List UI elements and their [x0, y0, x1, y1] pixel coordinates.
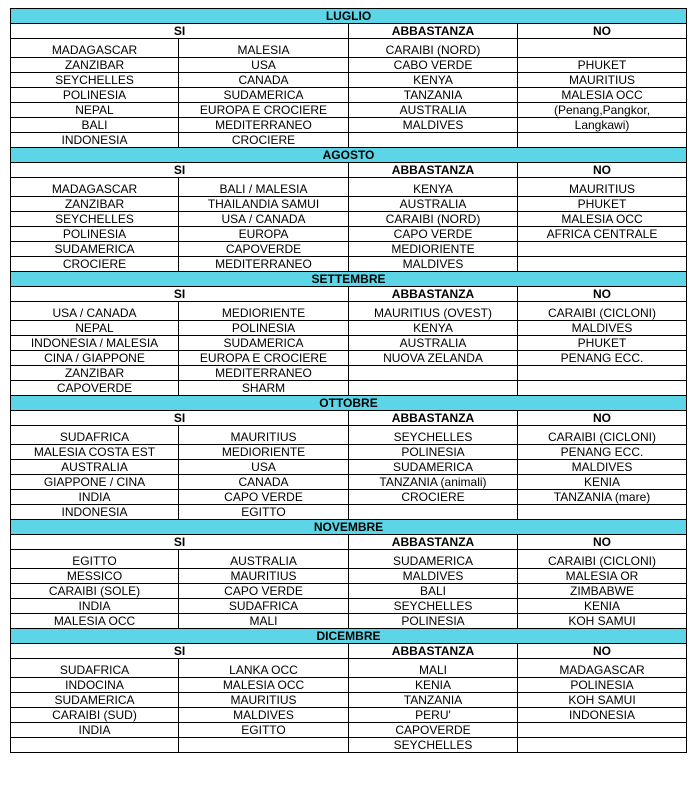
destination-cell: USA	[179, 460, 349, 475]
destination-cell: SUDAMERICA	[349, 460, 518, 475]
table-row	[11, 133, 687, 148]
destination-cell	[518, 738, 687, 753]
destination-cell: POLINESIA	[349, 445, 518, 460]
destination-cell: CARAIBI (SOLE)	[11, 584, 179, 599]
destination-cell	[349, 505, 518, 520]
destination-cell: MAURITIUS	[518, 178, 687, 197]
destination-cell: TANZANIA	[349, 88, 518, 103]
destination-cell	[349, 381, 518, 396]
month-title-row	[11, 148, 687, 163]
destination-cell: AUSTRALIA	[11, 460, 179, 475]
destination-cell: MALDIVES	[518, 321, 687, 336]
header-abbastanza: ABBASTANZA	[349, 287, 518, 302]
destination-cell: SUDAMERICA	[179, 336, 349, 351]
destination-cell: MAURITIUS	[179, 693, 349, 708]
header-si: SI	[11, 163, 349, 178]
destination-cell: Langkawi)	[518, 118, 687, 133]
destination-cell	[518, 366, 687, 381]
destination-cell: INDIA	[11, 490, 179, 505]
destination-cell: USA / CANADA	[11, 302, 179, 321]
destination-cell: TANZANIA (mare)	[518, 490, 687, 505]
header-no: NO	[518, 163, 687, 178]
month-title: NOVEMBRE	[11, 520, 687, 535]
destination-cell: INDONESIA	[11, 505, 179, 520]
month-title: DICEMBRE	[11, 629, 687, 644]
destination-cell: CARAIBI (CICLONI)	[518, 550, 687, 569]
month-title-row	[11, 9, 687, 24]
destination-cell: NEPAL	[11, 321, 179, 336]
destination-cell: CROCIERE	[11, 257, 179, 272]
destination-cell: MALESIA OCC	[518, 212, 687, 227]
table-row	[11, 103, 687, 118]
destination-cell: MEDITERRANEO	[179, 118, 349, 133]
month-title-row	[11, 629, 687, 644]
destination-cell: MADAGASCAR	[518, 659, 687, 678]
travel-season-table	[10, 8, 686, 753]
destination-cell: POLINESIA	[518, 678, 687, 693]
destination-cell	[349, 133, 518, 148]
destination-cell: AFRICA CENTRALE	[518, 227, 687, 242]
destination-cell: INDONESIA	[11, 133, 179, 148]
destination-cell: ZANZIBAR	[11, 58, 179, 73]
table-row	[11, 336, 687, 351]
table-row	[11, 445, 687, 460]
destination-cell: CAPO VERDE	[349, 227, 518, 242]
category-header-row	[11, 24, 687, 39]
month-title-row	[11, 520, 687, 535]
destination-cell: MALI	[179, 614, 349, 629]
destination-cell: BALI	[349, 584, 518, 599]
month-title-row	[11, 396, 687, 411]
destination-cell: INDIA	[11, 599, 179, 614]
destination-cell: MAURITIUS	[179, 426, 349, 445]
destination-cell: EUROPA	[179, 227, 349, 242]
header-si: SI	[11, 24, 349, 39]
destination-cell: PHUKET	[518, 197, 687, 212]
table-row	[11, 366, 687, 381]
month-title: AGOSTO	[11, 148, 687, 163]
destination-cell: MADAGASCAR	[11, 178, 179, 197]
destination-cell: CAPOVERDE	[179, 242, 349, 257]
table-row	[11, 178, 687, 197]
header-no: NO	[518, 535, 687, 550]
destination-cell: SEYCHELLES	[349, 426, 518, 445]
destination-cell: CAPO VERDE	[179, 490, 349, 505]
destination-cell: MALDIVES	[518, 460, 687, 475]
category-header-row	[11, 535, 687, 550]
table-row	[11, 723, 687, 738]
destination-cell: TANZANIA	[349, 693, 518, 708]
table-row	[11, 351, 687, 366]
table-row	[11, 88, 687, 103]
destination-cell	[518, 39, 687, 58]
destination-cell: KENIA	[518, 599, 687, 614]
destination-cell: CANADA	[179, 475, 349, 490]
header-no: NO	[518, 411, 687, 426]
destination-cell	[518, 257, 687, 272]
destination-cell: KENYA	[349, 321, 518, 336]
header-abbastanza: ABBASTANZA	[349, 535, 518, 550]
destination-cell: MALESIA OCC	[11, 614, 179, 629]
destination-cell: BALI / MALESIA	[179, 178, 349, 197]
destination-cell: TANZANIA (animali)	[349, 475, 518, 490]
destination-cell	[518, 723, 687, 738]
destination-cell: ZANZIBAR	[11, 366, 179, 381]
table-row	[11, 678, 687, 693]
destination-cell: SUDAMERICA	[11, 693, 179, 708]
destination-cell: POLINESIA	[11, 88, 179, 103]
table-row	[11, 708, 687, 723]
destination-cell: CANADA	[179, 73, 349, 88]
destination-cell: SUDAFRICA	[11, 659, 179, 678]
table-row	[11, 118, 687, 133]
destination-cell: ZIMBABWE	[518, 584, 687, 599]
destination-cell: AUSTRALIA	[349, 336, 518, 351]
destination-cell: MEDITERRANEO	[179, 257, 349, 272]
table-row	[11, 693, 687, 708]
table-row	[11, 39, 687, 58]
destination-cell: NEPAL	[11, 103, 179, 118]
destination-cell	[11, 738, 179, 753]
destination-cell: INDOCINA	[11, 678, 179, 693]
header-si: SI	[11, 411, 349, 426]
table-row	[11, 614, 687, 629]
destination-cell: EGITTO	[179, 723, 349, 738]
table-row	[11, 659, 687, 678]
destination-cell: KENIA	[518, 475, 687, 490]
header-no: NO	[518, 287, 687, 302]
destination-cell: PENANG ECC.	[518, 351, 687, 366]
month-title: OTTOBRE	[11, 396, 687, 411]
table-row	[11, 73, 687, 88]
destination-cell: USA / CANADA	[179, 212, 349, 227]
table-row	[11, 599, 687, 614]
destination-cell: EGITTO	[179, 505, 349, 520]
destination-cell: ZANZIBAR	[11, 197, 179, 212]
destination-cell: MALDIVES	[349, 118, 518, 133]
table-row	[11, 227, 687, 242]
destination-cell: AUSTRALIA	[179, 550, 349, 569]
destinations-grid	[10, 8, 687, 753]
destination-cell: MALESIA COSTA EST	[11, 445, 179, 460]
destination-cell: CARAIBI (CICLONI)	[518, 302, 687, 321]
table-row	[11, 58, 687, 73]
header-abbastanza: ABBASTANZA	[349, 24, 518, 39]
destination-cell: INDIA	[11, 723, 179, 738]
header-no: NO	[518, 644, 687, 659]
destination-cell: PENANG ECC.	[518, 445, 687, 460]
destination-cell	[518, 133, 687, 148]
destination-cell: PHUKET	[518, 336, 687, 351]
destination-cell: POLINESIA	[349, 614, 518, 629]
table-row	[11, 738, 687, 753]
destination-cell: MALI	[349, 659, 518, 678]
destination-cell: SEYCHELLES	[11, 212, 179, 227]
destination-cell: SUDAFRICA	[11, 426, 179, 445]
table-row	[11, 490, 687, 505]
destination-cell: PERU'	[349, 708, 518, 723]
destination-cell	[349, 366, 518, 381]
destination-cell: MAURITIUS	[179, 569, 349, 584]
destination-cell: MEDIORIENTE	[349, 242, 518, 257]
destination-cell: BALI	[11, 118, 179, 133]
category-header-row	[11, 644, 687, 659]
destination-cell: MALESIA OCC	[179, 678, 349, 693]
header-abbastanza: ABBASTANZA	[349, 163, 518, 178]
table-row	[11, 460, 687, 475]
destination-cell: EUROPA E CROCIERE	[179, 103, 349, 118]
header-no: NO	[518, 24, 687, 39]
destination-cell: MALESIA OCC	[518, 88, 687, 103]
destination-cell: CAPOVERDE	[349, 723, 518, 738]
destination-cell: SEYCHELLES	[349, 599, 518, 614]
destination-cell: GIAPPONE / CINA	[11, 475, 179, 490]
destination-cell: MAURITIUS (OVEST)	[349, 302, 518, 321]
destination-cell: USA	[179, 58, 349, 73]
table-row	[11, 302, 687, 321]
destination-cell: EGITTO	[11, 550, 179, 569]
destination-cell: SUDAMERICA	[349, 550, 518, 569]
destination-cell: CARAIBI (SUD)	[11, 708, 179, 723]
destination-cell	[179, 738, 349, 753]
destination-cell	[518, 242, 687, 257]
table-row	[11, 242, 687, 257]
destination-cell: CINA / GIAPPONE	[11, 351, 179, 366]
destination-cell: CARAIBI (NORD)	[349, 39, 518, 58]
destination-cell	[518, 381, 687, 396]
table-row	[11, 197, 687, 212]
destination-cell: KOH SAMUI	[518, 614, 687, 629]
destination-cell: KENIA	[349, 678, 518, 693]
destination-cell: CROCIERE	[349, 490, 518, 505]
destination-cell: MALDIVES	[349, 569, 518, 584]
destination-cell: CROCIERE	[179, 133, 349, 148]
destination-cell: CABO VERDE	[349, 58, 518, 73]
destination-cell: LANKA OCC	[179, 659, 349, 678]
destination-cell: (Penang,Pangkor,	[518, 103, 687, 118]
table-row	[11, 257, 687, 272]
table-row	[11, 212, 687, 227]
destination-cell: AUSTRALIA	[349, 197, 518, 212]
destination-cell: CAPOVERDE	[11, 381, 179, 396]
destination-cell: INDONESIA	[518, 708, 687, 723]
destination-cell: THAILANDIA SAMUI	[179, 197, 349, 212]
destination-cell: PHUKET	[518, 58, 687, 73]
destination-cell: SEYCHELLES	[349, 738, 518, 753]
destination-cell: POLINESIA	[179, 321, 349, 336]
header-abbastanza: ABBASTANZA	[349, 411, 518, 426]
destination-cell: NUOVA ZELANDA	[349, 351, 518, 366]
category-header-row	[11, 411, 687, 426]
destination-cell: MADAGASCAR	[11, 39, 179, 58]
destination-cell: EUROPA E CROCIERE	[179, 351, 349, 366]
destination-cell: MEDIORIENTE	[179, 302, 349, 321]
table-row	[11, 569, 687, 584]
destination-cell: MALESIA	[179, 39, 349, 58]
destination-cell: MAURITIUS	[518, 73, 687, 88]
table-row	[11, 426, 687, 445]
destination-cell: CARAIBI (NORD)	[349, 212, 518, 227]
destination-cell: CAPO VERDE	[179, 584, 349, 599]
header-si: SI	[11, 535, 349, 550]
destination-cell: SUDAFRICA	[179, 599, 349, 614]
destination-cell: POLINESIA	[11, 227, 179, 242]
destination-cell: AUSTRALIA	[349, 103, 518, 118]
month-title-row	[11, 272, 687, 287]
destination-cell: SUDAMERICA	[11, 242, 179, 257]
destination-cell: SEYCHELLES	[11, 73, 179, 88]
header-si: SI	[11, 287, 349, 302]
table-row	[11, 550, 687, 569]
header-abbastanza: ABBASTANZA	[349, 644, 518, 659]
destination-cell: SUDAMERICA	[179, 88, 349, 103]
destination-cell: KOH SAMUI	[518, 693, 687, 708]
destination-cell: MALDIVES	[179, 708, 349, 723]
destination-cell: MALDIVES	[349, 257, 518, 272]
month-title: SETTEMBRE	[11, 272, 687, 287]
destination-cell: CARAIBI (CICLONI)	[518, 426, 687, 445]
category-header-row	[11, 287, 687, 302]
table-row	[11, 381, 687, 396]
table-row	[11, 505, 687, 520]
header-si: SI	[11, 644, 349, 659]
destination-cell	[518, 505, 687, 520]
table-row	[11, 584, 687, 599]
destination-cell: KENYA	[349, 73, 518, 88]
destination-cell: MEDITERRANEO	[179, 366, 349, 381]
destination-cell: KENYA	[349, 178, 518, 197]
table-row	[11, 475, 687, 490]
category-header-row	[11, 163, 687, 178]
table-row	[11, 321, 687, 336]
destination-cell: INDONESIA / MALESIA	[11, 336, 179, 351]
destination-cell: MESSICO	[11, 569, 179, 584]
month-title: LUGLIO	[11, 9, 687, 24]
destination-cell: MEDIORIENTE	[179, 445, 349, 460]
destination-cell: MALESIA OR	[518, 569, 687, 584]
destination-cell: SHARM	[179, 381, 349, 396]
